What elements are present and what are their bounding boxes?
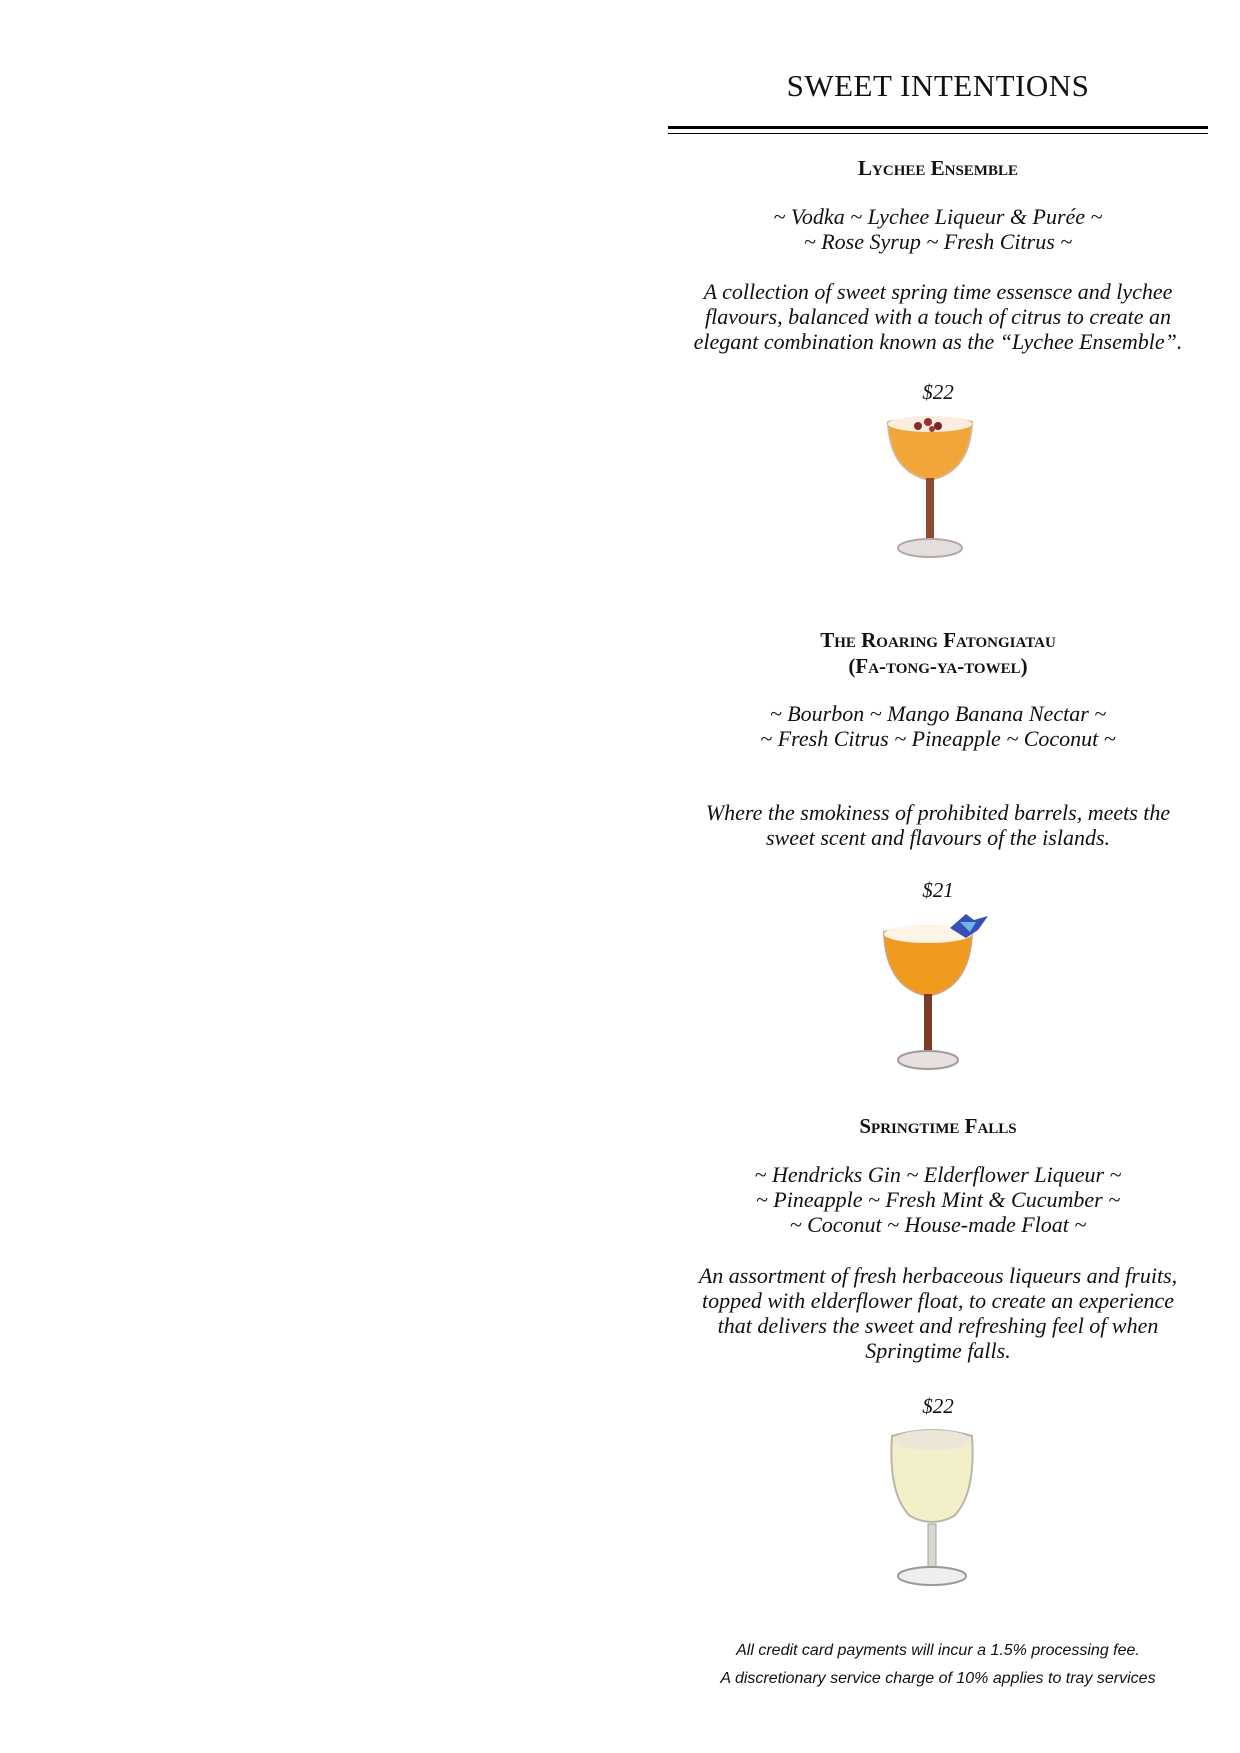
cocktail-1-description: A collection of sweet spring time essensce and lychee flavours, balanced with a touch of citrus to create an elegant combination known as the “Lychee Ensemble”. [693, 279, 1183, 354]
cocktail-1-ingredients: ~ Vodka ~ Lychee Liqueur & Purée ~ ~ Rose Syrup ~ Fresh Citrus ~ [773, 204, 1103, 254]
title-divider [668, 126, 1208, 134]
footer-service-charge-note: A discretionary service charge of 10% applies to tray services [720, 1670, 1156, 1687]
cocktail-3-ingredients: ~ Hendricks Gin ~ Elderflower Liqueur ~ ~ Pineapple ~ Fresh Mint & Cucumber ~ ~ Coconut ~ House-made Float ~ [754, 1162, 1122, 1237]
page-title: SWEET INTENTIONS [786, 68, 1090, 103]
cocktail-3-name: Springtime Falls [859, 1114, 1017, 1138]
footer-surcharge-note: All credit card payments will incur a 1.5% processing fee. [736, 1642, 1140, 1659]
coupe-glass-lychee-image [870, 412, 990, 562]
cocktail-2-name: The Roaring Fatongiatau (Fa-tong-ya-towel) [820, 628, 1056, 678]
cocktail-3-price: $22 [922, 1394, 954, 1418]
coupe-glass-fatongiatau-image [870, 912, 1000, 1072]
cocktail-2-price: $21 [922, 878, 954, 902]
cocktail-1-name: Lychee Ensemble [858, 156, 1018, 180]
wine-glass-springtime-image [878, 1424, 988, 1594]
cocktail-3-description: An assortment of fresh herbaceous liqueurs and fruits, topped with elderflower float, to create an experience that delivers the sweet and refreshing feel of when Springtime falls. [698, 1263, 1178, 1363]
cocktail-1-price: $22 [922, 380, 954, 404]
cocktail-2-description: Where the smokiness of prohibited barrels, meets the sweet scent and flavours of the islands. [705, 800, 1171, 850]
cocktail-2-ingredients: ~ Bourbon ~ Mango Banana Nectar ~ ~ Fresh Citrus ~ Pineapple ~ Coconut ~ [760, 701, 1116, 751]
